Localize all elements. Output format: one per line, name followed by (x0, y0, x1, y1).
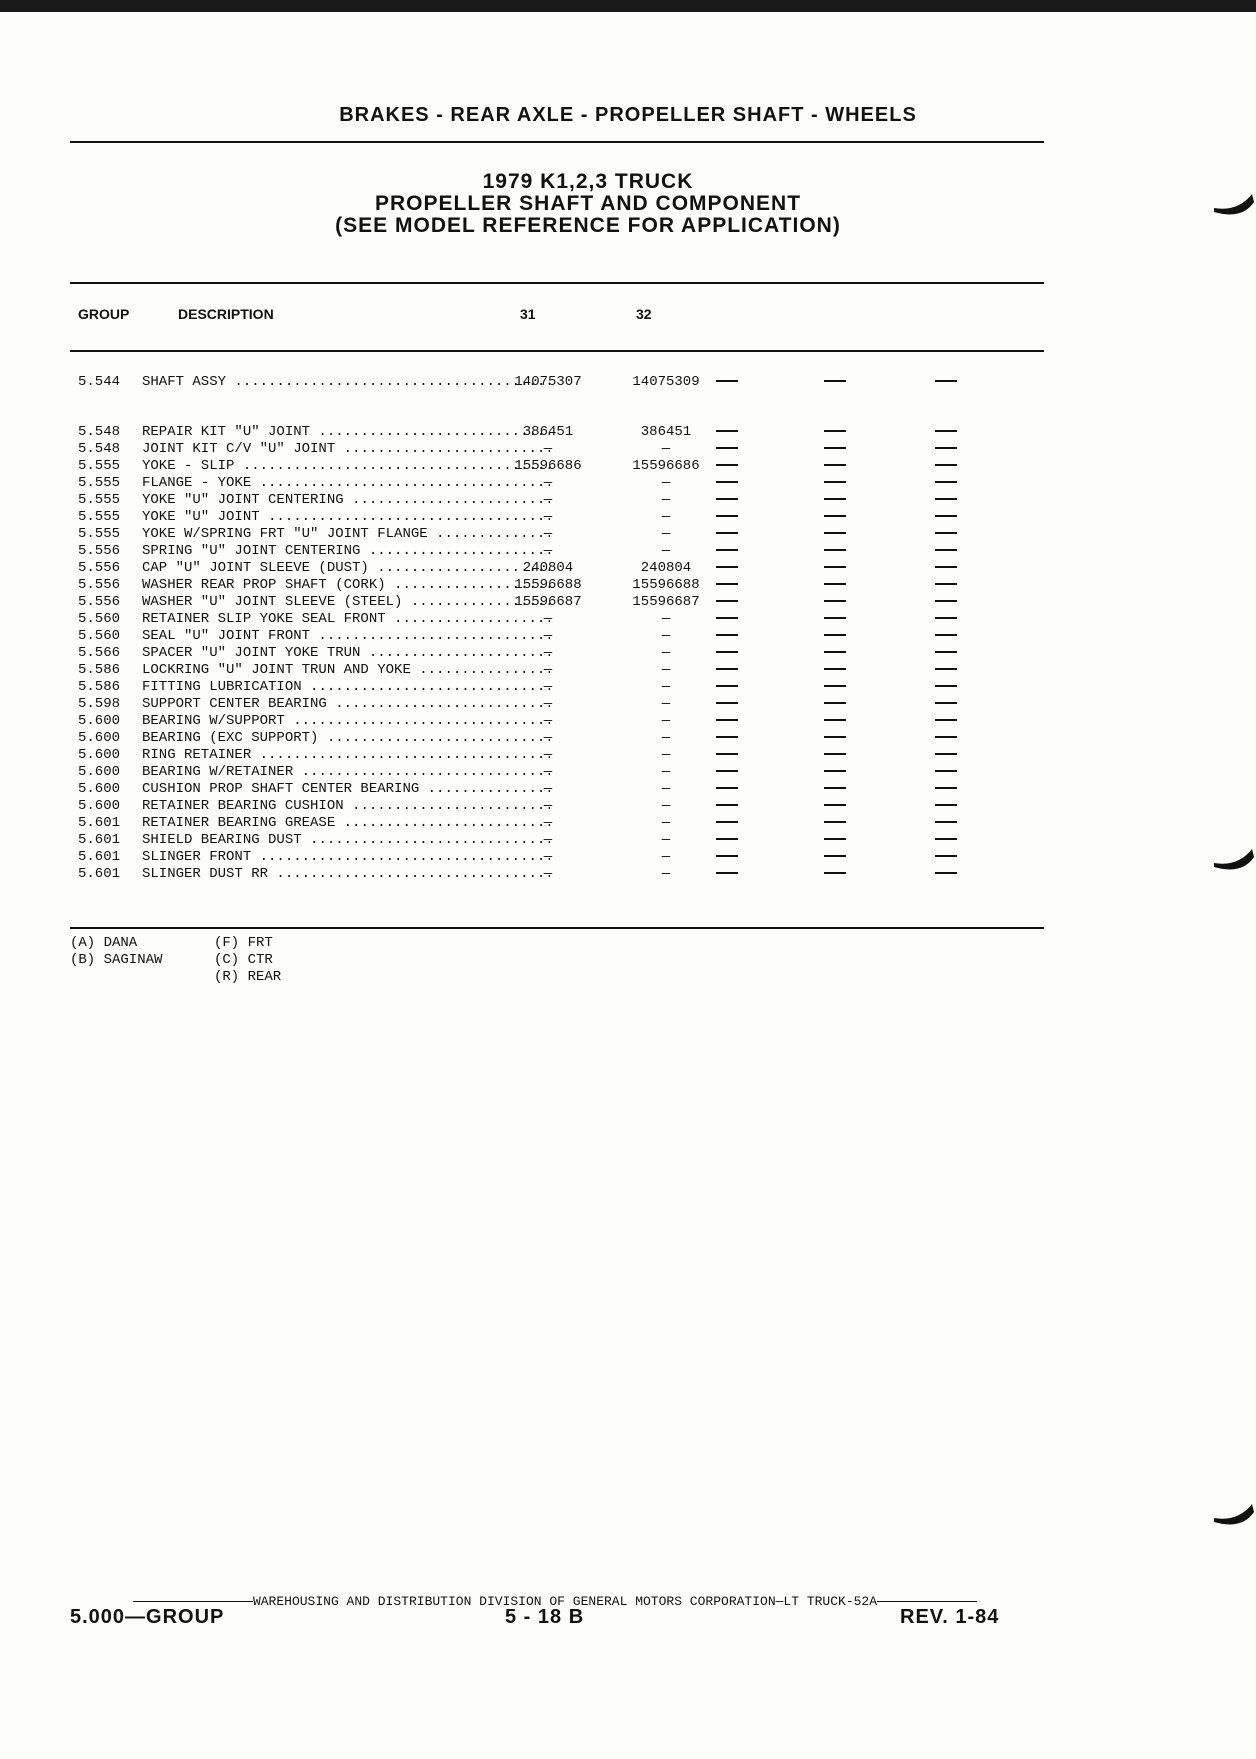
page-title-line: (SEE MODEL REFERENCE FOR APPLICATION) (335, 214, 841, 237)
row-value-31: 15596687 (514, 594, 582, 610)
row-value-32: — (661, 781, 671, 797)
table-row (76, 424, 1044, 441)
row-value-32: — (661, 832, 671, 848)
empty-column-dash (810, 611, 860, 628)
table-row (76, 628, 1044, 645)
empty-column-dash (810, 849, 860, 866)
table-row (76, 560, 1044, 577)
row-value-32: — (661, 764, 671, 780)
footer-revision: REV. 1-84 (900, 1606, 1000, 1628)
empty-column-dash (702, 713, 752, 730)
empty-column-dash (810, 832, 860, 849)
legend-manufacturers (70, 935, 162, 969)
empty-column-dash (810, 730, 860, 747)
row-value-32: 15596686 (632, 458, 700, 474)
row-value-31: — (543, 747, 553, 763)
row-group: 5.600 (78, 730, 121, 746)
row-value-32: 240804 (640, 560, 692, 576)
empty-column-dash (921, 713, 971, 730)
row-value-32: — (661, 798, 671, 814)
empty-column-dash (702, 374, 752, 391)
footer-group: 5.000—GROUP (70, 1606, 225, 1628)
empty-column-dash (702, 679, 752, 696)
row-description: CUSHION PROP SHAFT CENTER BEARING ..... (142, 781, 550, 798)
empty-column-dash (921, 849, 971, 866)
empty-column-dash (702, 526, 752, 543)
empty-column-dash (921, 866, 971, 883)
col-header-31: 31 (520, 306, 536, 322)
row-group: 5.601 (78, 849, 121, 865)
row-description: SLINGER FRONT ..... (142, 849, 550, 866)
empty-column-dash (921, 832, 971, 849)
row-description: WASHER "U" JOINT SLEEVE (STEEL) ..... (142, 594, 550, 611)
row-value-31: — (543, 832, 553, 848)
empty-column-dash (702, 560, 752, 577)
row-group: 5.601 (78, 866, 121, 882)
empty-column-dash (921, 458, 971, 475)
row-group: 5.586 (78, 662, 121, 678)
legend-item: (C) CTR (214, 952, 273, 968)
row-value-32: — (661, 526, 671, 542)
table-row (76, 764, 1044, 781)
empty-column-dash (702, 798, 752, 815)
divider (70, 350, 1044, 352)
row-value-32: — (661, 713, 671, 729)
table-row (76, 492, 1044, 509)
row-description: RING RETAINER ..... (142, 747, 550, 764)
row-group: 5.544 (78, 374, 121, 390)
empty-column-dash (702, 458, 752, 475)
binder-tab-mark (1212, 190, 1256, 220)
row-group: 5.555 (78, 458, 121, 474)
table-row (76, 696, 1044, 713)
row-description: WASHER REAR PROP SHAFT (CORK) ..... (142, 577, 550, 594)
row-group: 5.556 (78, 594, 121, 610)
row-group: 5.556 (78, 543, 121, 559)
table-row (76, 475, 1044, 492)
table-row (76, 441, 1044, 458)
row-group: 5.600 (78, 798, 121, 814)
binder-tab-mark (1212, 845, 1256, 875)
empty-column-dash (921, 441, 971, 458)
empty-column-dash (921, 526, 971, 543)
row-value-31: — (543, 492, 553, 508)
row-value-32: — (661, 730, 671, 746)
empty-column-dash (702, 543, 752, 560)
table-row (76, 594, 1044, 611)
row-group: 5.600 (78, 781, 121, 797)
legend-item: (A) DANA (70, 935, 138, 951)
row-value-32: — (661, 679, 671, 695)
row-value-32: — (661, 849, 671, 865)
scan-top-border (0, 0, 1256, 12)
empty-column-dash (810, 441, 860, 458)
footer-page-number: 5 - 18 B (505, 1606, 585, 1628)
row-value-31: — (543, 441, 553, 457)
row-description: RETAINER BEARING CUSHION ..... (142, 798, 550, 815)
row-value-31: — (543, 764, 553, 780)
row-group: 5.555 (78, 475, 121, 491)
row-value-31: — (543, 628, 553, 644)
table-row (76, 679, 1044, 696)
empty-column-dash (921, 628, 971, 645)
empty-column-dash (921, 662, 971, 679)
row-description: SHAFT ASSY ..... (142, 374, 550, 391)
divider (70, 282, 1044, 284)
row-group: 5.601 (78, 815, 121, 831)
row-value-31: — (543, 662, 553, 678)
row-value-32: — (661, 696, 671, 712)
row-description: SHIELD BEARING DUST ..... (142, 832, 550, 849)
row-group: 5.600 (78, 764, 121, 780)
row-value-31: — (543, 475, 553, 491)
row-group: 5.555 (78, 509, 121, 525)
row-value-31: — (543, 679, 553, 695)
row-group: 5.555 (78, 526, 121, 542)
row-group: 5.566 (78, 645, 121, 661)
row-value-31: — (543, 509, 553, 525)
empty-column-dash (810, 458, 860, 475)
empty-column-dash (702, 764, 752, 781)
row-value-31: — (543, 713, 553, 729)
empty-column-dash (921, 492, 971, 509)
page-title-line: PROPELLER SHAFT AND COMPONENT (374, 192, 802, 215)
empty-column-dash (810, 764, 860, 781)
empty-column-dash (702, 849, 752, 866)
row-value-31: — (543, 645, 553, 661)
row-value-32: — (661, 543, 671, 559)
empty-column-dash (810, 374, 860, 391)
table-row (76, 662, 1044, 679)
row-description: RETAINER SLIP YOKE SEAL FRONT ..... (142, 611, 550, 628)
row-description: YOKE "U" JOINT CENTERING ..... (142, 492, 550, 509)
col-header-description: DESCRIPTION (178, 306, 274, 322)
empty-column-dash (921, 645, 971, 662)
empty-column-dash (702, 645, 752, 662)
empty-column-dash (921, 560, 971, 577)
row-value-32: — (661, 492, 671, 508)
empty-column-dash (921, 594, 971, 611)
row-description: SPRING "U" JOINT CENTERING ..... (142, 543, 550, 560)
row-group: 5.601 (78, 832, 121, 848)
row-description: YOKE - SLIP ..... (142, 458, 550, 475)
empty-column-dash (702, 866, 752, 883)
empty-column-dash (702, 730, 752, 747)
page-title-line: 1979 K1,2,3 TRUCK (482, 170, 694, 193)
col-header-32: 32 (636, 306, 652, 322)
row-group: 5.560 (78, 611, 121, 627)
empty-column-dash (921, 747, 971, 764)
empty-column-dash (921, 543, 971, 560)
empty-column-dash (810, 509, 860, 526)
empty-column-dash (921, 577, 971, 594)
empty-column-dash (702, 662, 752, 679)
empty-column-dash (921, 679, 971, 696)
empty-column-dash (702, 509, 752, 526)
row-group: 5.556 (78, 560, 121, 576)
empty-column-dash (810, 492, 860, 509)
empty-column-dash (810, 475, 860, 492)
row-value-31: 15596688 (514, 577, 582, 593)
row-description: FLANGE - YOKE ..... (142, 475, 550, 492)
empty-column-dash (810, 866, 860, 883)
row-value-31: 14075307 (514, 374, 582, 390)
row-description: SUPPORT CENTER BEARING ..... (142, 696, 550, 713)
row-value-32: — (661, 509, 671, 525)
row-value-32: — (661, 662, 671, 678)
empty-column-dash (810, 662, 860, 679)
row-value-31: 240804 (522, 560, 574, 576)
table-row (76, 645, 1044, 662)
empty-column-dash (810, 781, 860, 798)
empty-column-dash (810, 798, 860, 815)
empty-column-dash (702, 832, 752, 849)
row-value-32: 14075309 (632, 374, 700, 390)
table-row (76, 798, 1044, 815)
empty-column-dash (921, 475, 971, 492)
legend-positions (214, 935, 281, 986)
row-description: YOKE W/SPRING FRT "U" JOINT FLANGE ..... (142, 526, 550, 543)
table-row (76, 730, 1044, 747)
parts-table (76, 374, 1044, 883)
binder-tab-mark (1212, 1500, 1256, 1530)
row-value-32: — (661, 815, 671, 831)
publisher-text: WAREHOUSING AND DISTRIBUTION DIVISION OF GENERAL MOTORS CORPORATION—LT TRUCK-52A (252, 1594, 878, 1609)
divider (70, 927, 1044, 929)
empty-column-dash (810, 577, 860, 594)
empty-column-dash (810, 713, 860, 730)
empty-column-dash (810, 696, 860, 713)
row-value-31: 386451 (522, 424, 574, 440)
divider (70, 141, 1044, 143)
row-value-32: 386451 (640, 424, 692, 440)
empty-column-dash (702, 492, 752, 509)
row-value-31: — (543, 781, 553, 797)
empty-column-dash (702, 577, 752, 594)
row-value-32: 15596688 (632, 577, 700, 593)
empty-column-dash (921, 815, 971, 832)
table-row (76, 815, 1044, 832)
row-description: JOINT KIT C/V "U" JOINT ..... (142, 441, 550, 458)
empty-column-dash (921, 374, 971, 391)
row-description: LOCKRING "U" JOINT TRUN AND YOKE ..... (142, 662, 550, 679)
row-group: 5.548 (78, 441, 121, 457)
empty-column-dash (810, 424, 860, 441)
empty-column-dash (810, 594, 860, 611)
empty-column-dash (921, 611, 971, 628)
table-row (76, 374, 1044, 391)
empty-column-dash (810, 628, 860, 645)
row-value-31: — (543, 798, 553, 814)
empty-column-dash (810, 679, 860, 696)
row-group: 5.586 (78, 679, 121, 695)
row-description: BEARING W/RETAINER ..... (142, 764, 550, 781)
empty-column-dash (921, 696, 971, 713)
col-header-group: GROUP (78, 306, 130, 322)
row-value-31: — (543, 849, 553, 865)
row-group: 5.556 (78, 577, 121, 593)
row-value-32: — (661, 866, 671, 882)
empty-column-dash (810, 747, 860, 764)
row-value-32: — (661, 628, 671, 644)
empty-column-dash (810, 526, 860, 543)
empty-column-dash (702, 611, 752, 628)
empty-column-dash (810, 560, 860, 577)
empty-column-dash (702, 441, 752, 458)
empty-column-dash (702, 815, 752, 832)
rule (133, 1601, 253, 1602)
row-group: 5.600 (78, 747, 121, 763)
row-description: SLINGER DUST RR ..... (142, 866, 550, 883)
row-value-31: — (543, 611, 553, 627)
empty-column-dash (921, 764, 971, 781)
row-value-31: — (543, 526, 553, 542)
row-description: CAP "U" JOINT SLEEVE (DUST) ..... (142, 560, 550, 577)
row-group: 5.560 (78, 628, 121, 644)
empty-column-dash (921, 509, 971, 526)
empty-column-dash (921, 730, 971, 747)
empty-column-dash (921, 798, 971, 815)
table-row (76, 543, 1044, 560)
empty-column-dash (921, 424, 971, 441)
empty-column-dash (921, 781, 971, 798)
empty-column-dash (810, 645, 860, 662)
row-description: BEARING (EXC SUPPORT) ..... (142, 730, 550, 747)
row-group: 5.548 (78, 424, 121, 440)
empty-column-dash (702, 424, 752, 441)
row-value-31: — (543, 815, 553, 831)
empty-column-dash (702, 747, 752, 764)
empty-column-dash (702, 594, 752, 611)
empty-column-dash (702, 475, 752, 492)
section-title: BRAKES - REAR AXLE - PROPELLER SHAFT - WHEELS (339, 104, 917, 126)
rule (877, 1601, 977, 1602)
table-row (76, 849, 1044, 866)
row-group: 5.600 (78, 713, 121, 729)
row-description: SEAL "U" JOINT FRONT ..... (142, 628, 550, 645)
table-row (76, 611, 1044, 628)
row-value-32: 15596687 (632, 594, 700, 610)
row-value-32: — (661, 747, 671, 763)
empty-column-dash (810, 543, 860, 560)
row-value-31: — (543, 730, 553, 746)
row-description: BEARING W/SUPPORT ..... (142, 713, 550, 730)
row-description: REPAIR KIT "U" JOINT ..... (142, 424, 550, 441)
row-value-31: — (543, 696, 553, 712)
row-value-32: — (661, 441, 671, 457)
table-row (76, 781, 1044, 798)
row-value-32: — (661, 475, 671, 491)
empty-column-dash (702, 781, 752, 798)
row-value-32: — (661, 645, 671, 661)
empty-column-dash (702, 628, 752, 645)
legend-item: (F) FRT (214, 935, 273, 951)
table-row (76, 713, 1044, 730)
row-value-31: 15596686 (514, 458, 582, 474)
row-description: SPACER "U" JOINT YOKE TRUN ..... (142, 645, 550, 662)
legend-item: (R) REAR (214, 969, 282, 985)
legend-item: (B) SAGINAW (70, 952, 163, 968)
row-group: 5.598 (78, 696, 121, 712)
page-title-block (0, 171, 1176, 237)
row-value-32: — (661, 611, 671, 627)
row-value-31: — (543, 866, 553, 882)
table-row (76, 747, 1044, 764)
empty-column-dash (810, 815, 860, 832)
row-description: YOKE "U" JOINT ..... (142, 509, 550, 526)
empty-column-dash (702, 696, 752, 713)
row-description: RETAINER BEARING GREASE ..... (142, 815, 550, 832)
row-value-31: — (543, 543, 553, 559)
table-row (76, 832, 1044, 849)
row-description: FITTING LUBRICATION ..... (142, 679, 550, 696)
table-row (76, 577, 1044, 594)
table-row (76, 458, 1044, 475)
row-group: 5.555 (78, 492, 121, 508)
table-row (76, 509, 1044, 526)
table-row (76, 866, 1044, 883)
table-row (76, 526, 1044, 543)
